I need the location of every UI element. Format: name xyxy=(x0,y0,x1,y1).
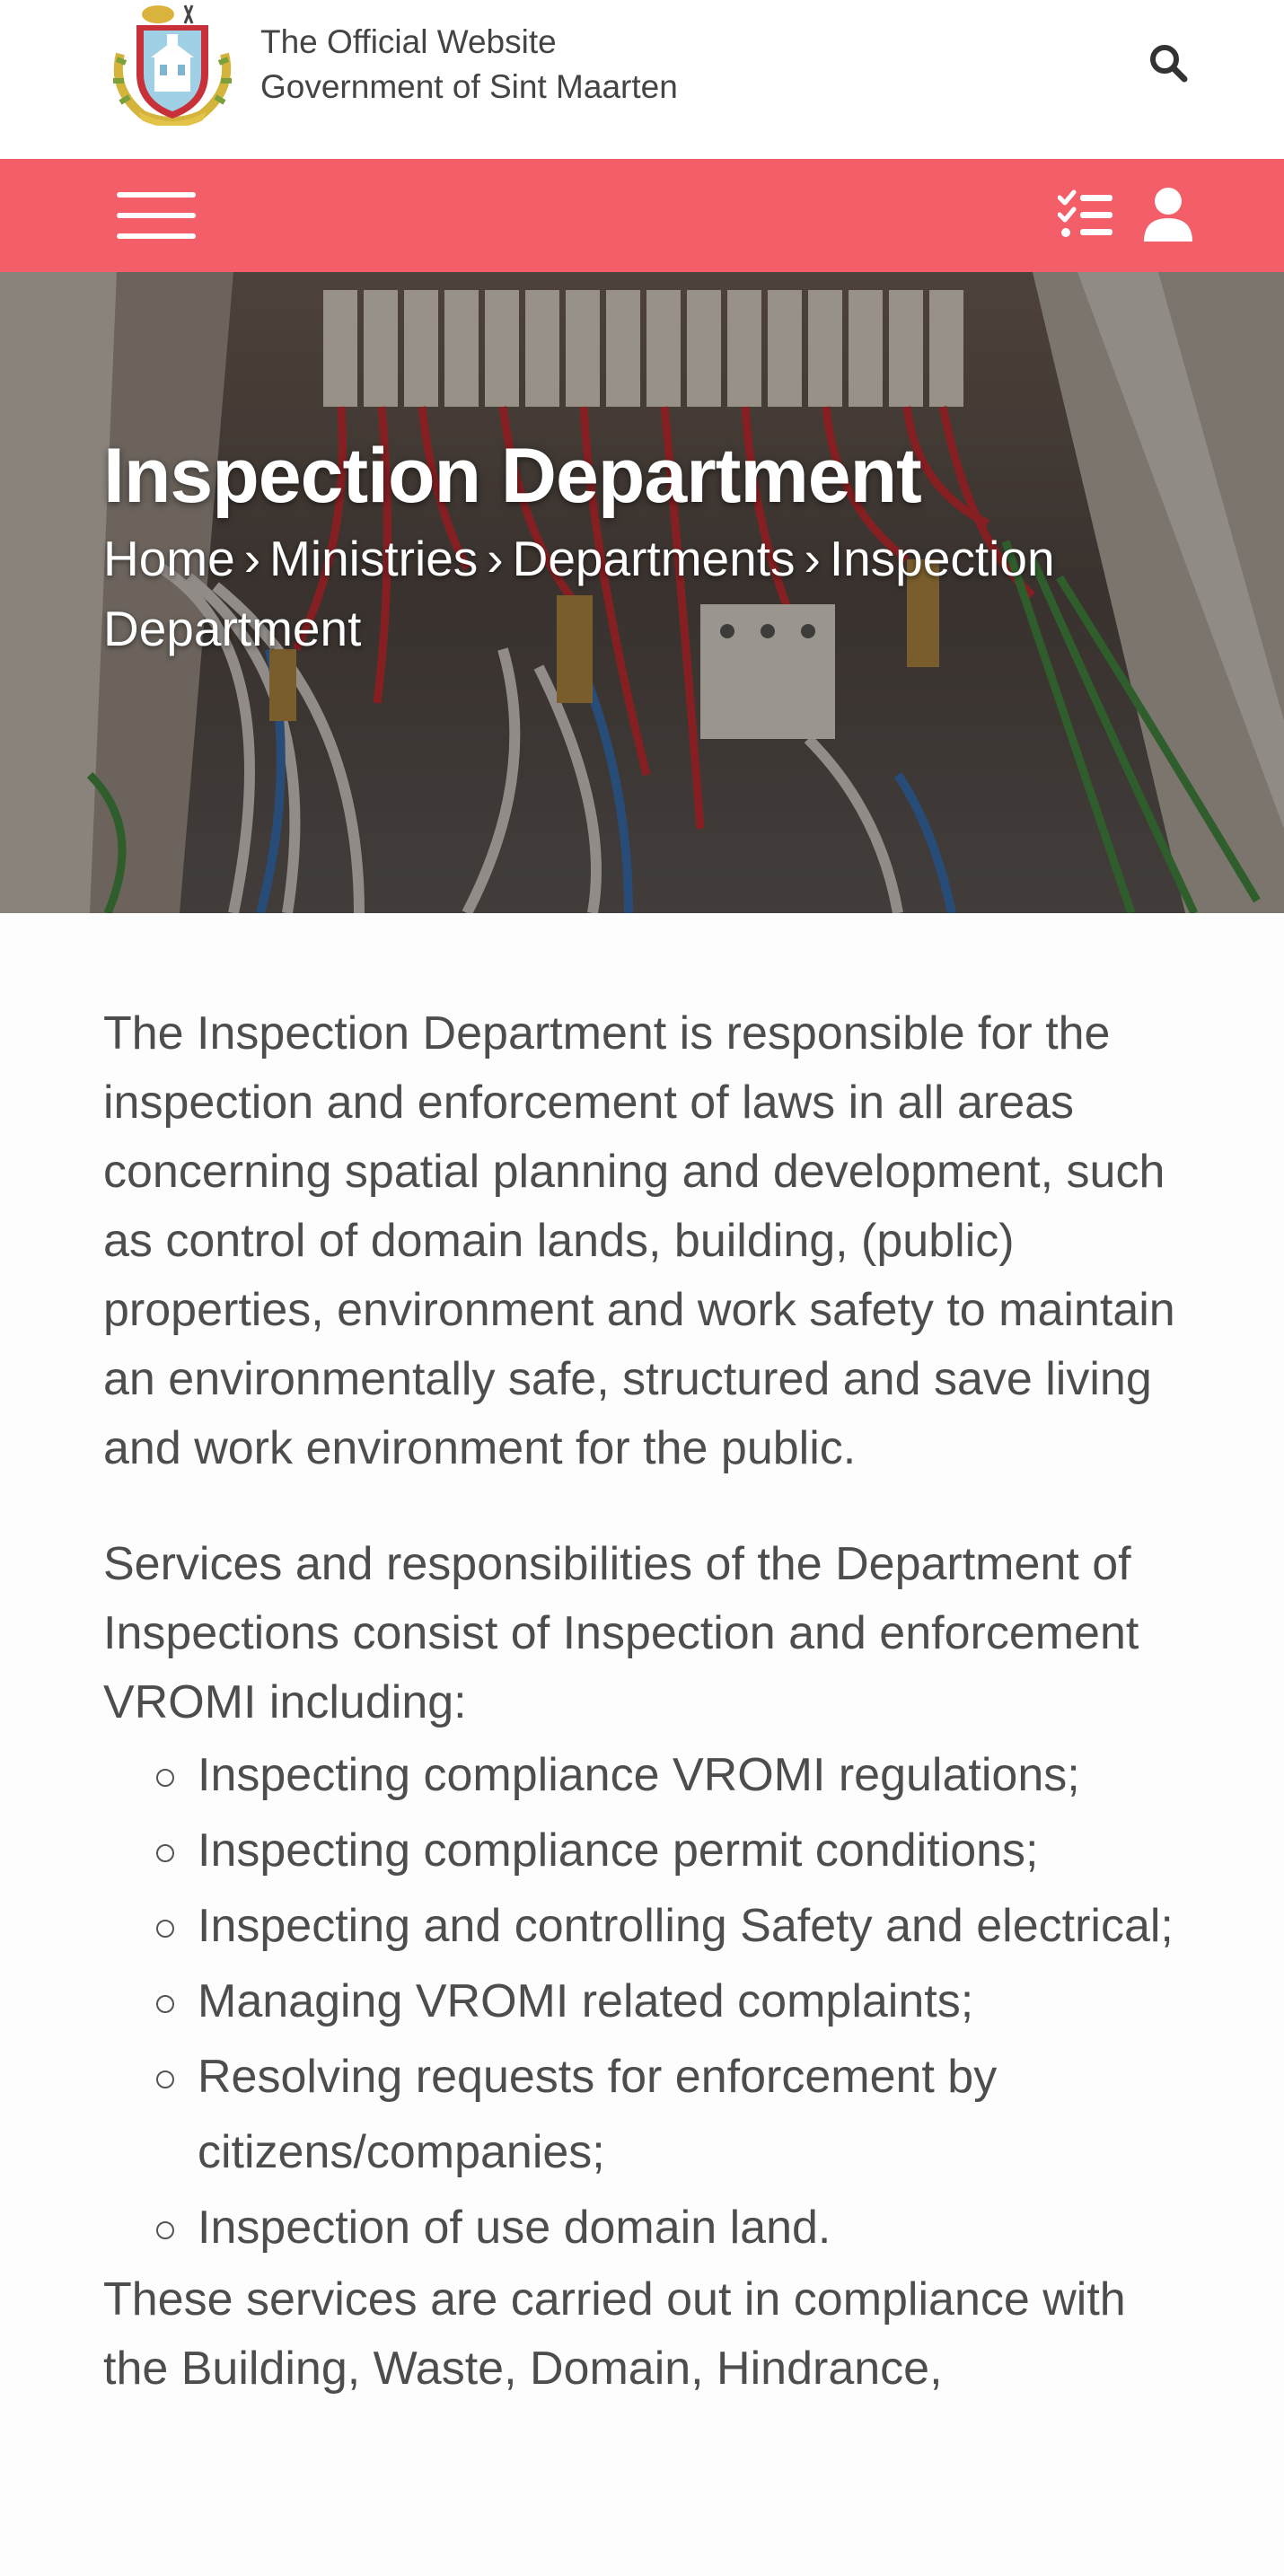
list-item: Inspecting and controlling Safety and electrical; xyxy=(198,1888,1190,1964)
hamburger-menu-icon[interactable] xyxy=(117,189,198,242)
site-title[interactable] xyxy=(260,20,678,110)
breadcrumb-separator: › xyxy=(487,531,504,586)
breadcrumb-separator: › xyxy=(804,531,821,586)
list-item: Managing VROMI related complaints; xyxy=(198,1964,1190,2039)
checklist-icon[interactable] xyxy=(1058,189,1113,240)
services-list xyxy=(103,1737,1190,2265)
site-header xyxy=(0,0,1284,159)
list-item: Resolving requests for enforcement by citizens/companies; xyxy=(198,2039,1190,2190)
page-title: Inspection Department xyxy=(103,433,921,519)
breadcrumb-departments[interactable]: Departments xyxy=(512,531,796,586)
coat-of-arms-logo[interactable] xyxy=(102,0,242,126)
main-content xyxy=(103,999,1190,2404)
search-button[interactable] xyxy=(1145,40,1192,86)
breadcrumb-separator: › xyxy=(243,531,261,586)
intro-paragraph: The Inspection Department is responsible for the inspection and enforcement of laws in all areas concerning spatial planning and development, such as control of domain lands, building, (public) properties, environment and work safety to maintain an environmentally safe, structured and save living and work environment for the public. xyxy=(103,1007,1175,1474)
list-item: Inspection of use domain land. xyxy=(198,2190,1190,2265)
main-nav-bar xyxy=(0,159,1284,272)
search-icon xyxy=(1148,42,1189,84)
site-title-line2: Government of Sint Maarten xyxy=(260,68,678,105)
hero-banner xyxy=(0,272,1284,913)
list-item: Inspecting compliance permit conditions; xyxy=(198,1813,1190,1888)
breadcrumb-current: Inspection Department xyxy=(103,531,1055,656)
breadcrumb-home[interactable]: Home xyxy=(103,531,235,586)
closing-paragraph: These services are carried out in compliance with the Building, Waste, Domain, Hindrance, xyxy=(103,2273,1126,2395)
breadcrumb xyxy=(103,523,1181,664)
user-icon[interactable] xyxy=(1142,186,1194,243)
services-intro: Services and responsibilities of the Department of Inspections consist of Inspection and enforcement VROMI including: xyxy=(103,1538,1139,1728)
list-item: Inspecting compliance VROMI regulations; xyxy=(198,1737,1190,1813)
breadcrumb-ministries[interactable]: Ministries xyxy=(269,531,479,586)
site-title-line1: The Official Website xyxy=(260,23,557,60)
